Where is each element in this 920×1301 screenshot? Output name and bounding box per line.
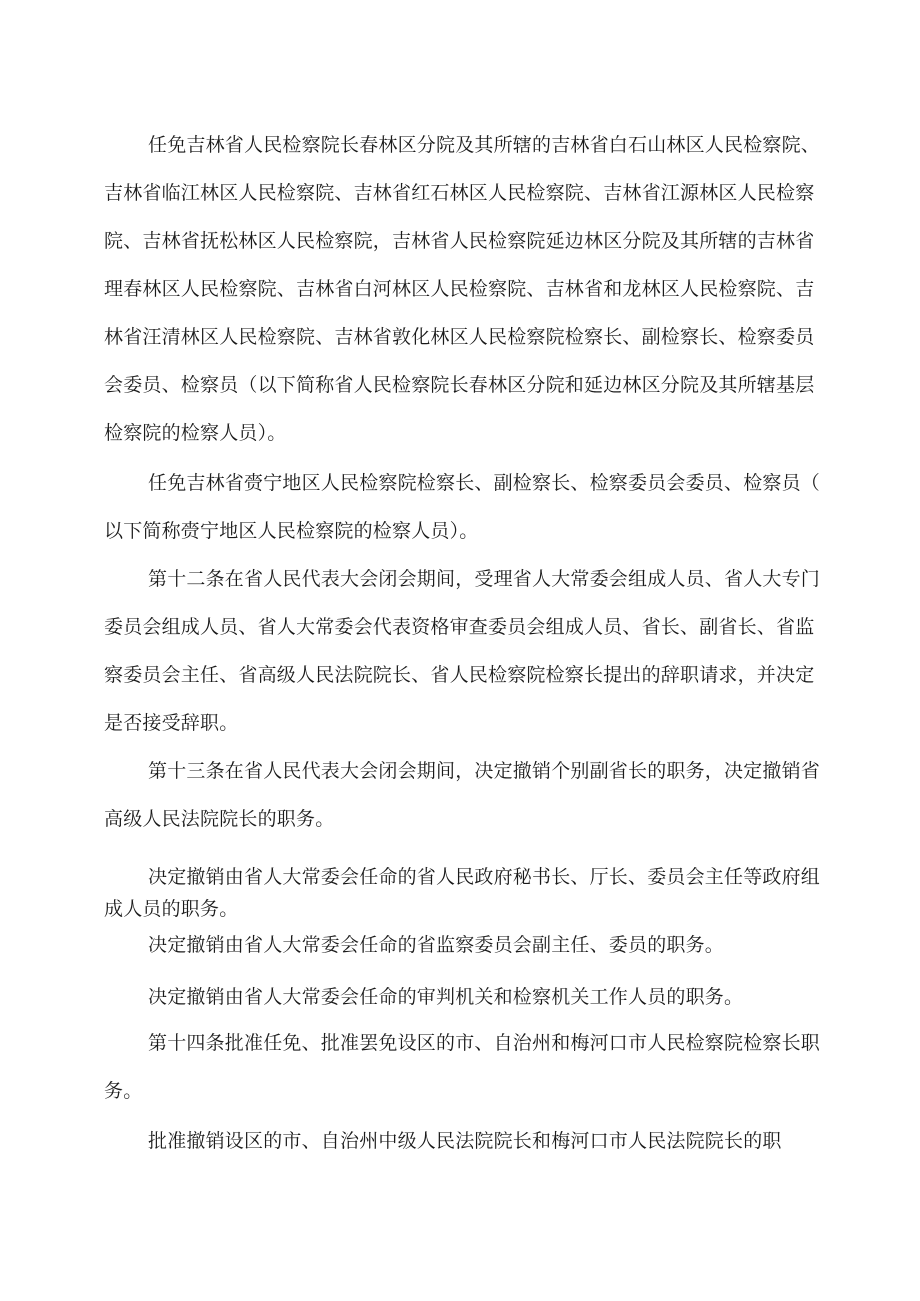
paragraph-article-13: 第十三条在省人民代表大会闭会期间，决定撤销个别副省长的职务，决定撤销省高级人民法院院长的职务。 bbox=[104, 760, 821, 830]
paragraph-forest-procuratorate-appointments: 任免吉林省人民检察院长春林区分院及其所辖的吉林省白石山林区人民检察院、吉林省临江林区人民检察院、吉林省红石林区人民检察院、吉林省江源林区人民检察院、吉林省抚松林区人民检察院，吉林省人民检察院延边林区分院及其所辖的吉林省理春林区人民检察院、吉林省白河林区人民检察院、吉林省和龙林区人民检察院、吉林省汪清林区人民检察院、吉林省敦化林区人民检察院检察长、副检察长、检察委员会委员、检察员（以下简称省人民检察院长春林区分院和延边林区分院及其所辖基层检察院的检察人员）。 bbox=[104, 134, 821, 444]
paragraph-ningning-procuratorate-appointments: 任免吉林省赍宁地区人民检察院检察长、副检察长、检察委员会委员、检察员（以下简称赍宁地区人民检察院的检察人员）。 bbox=[104, 472, 821, 542]
paragraph-article-14: 第十四条批准任免、批准罢免设区的市、自治州和梅河口市人民检察院检察长职务。 bbox=[104, 1032, 821, 1102]
paragraph-revoke-government-members: 决定撤销由省人大常委会任命的省人民政府秘书长、厅长、委员会主任等政府组成人员的职务。 bbox=[104, 866, 821, 920]
paragraph-revoke-judicial-staff: 决定撤销由省人大常委会任命的审判机关和检察机关工作人员的职务。 bbox=[148, 986, 744, 1008]
paragraph-approve-court-president-revocation: 批准撤销设区的市、自治州中级人民法院院长和梅河口市人民法院院长的职 bbox=[148, 1130, 782, 1152]
paragraph-article-12: 第十二条在省人民代表大会闭会期间，受理省人大常委会组成人员、省人大专门委员会组成人员、省人大常委会代表资格审查委员会组成人员、省长、副省长、省监察委员会主任、省高级人民法院院长、省人民检察院检察长提出的辞职请求，并决定是否接受辞职。 bbox=[104, 568, 821, 734]
paragraph-revoke-supervision-members: 决定撤销由省人大常委会任命的省监察委员会副主任、委员的职务。 bbox=[148, 934, 725, 956]
